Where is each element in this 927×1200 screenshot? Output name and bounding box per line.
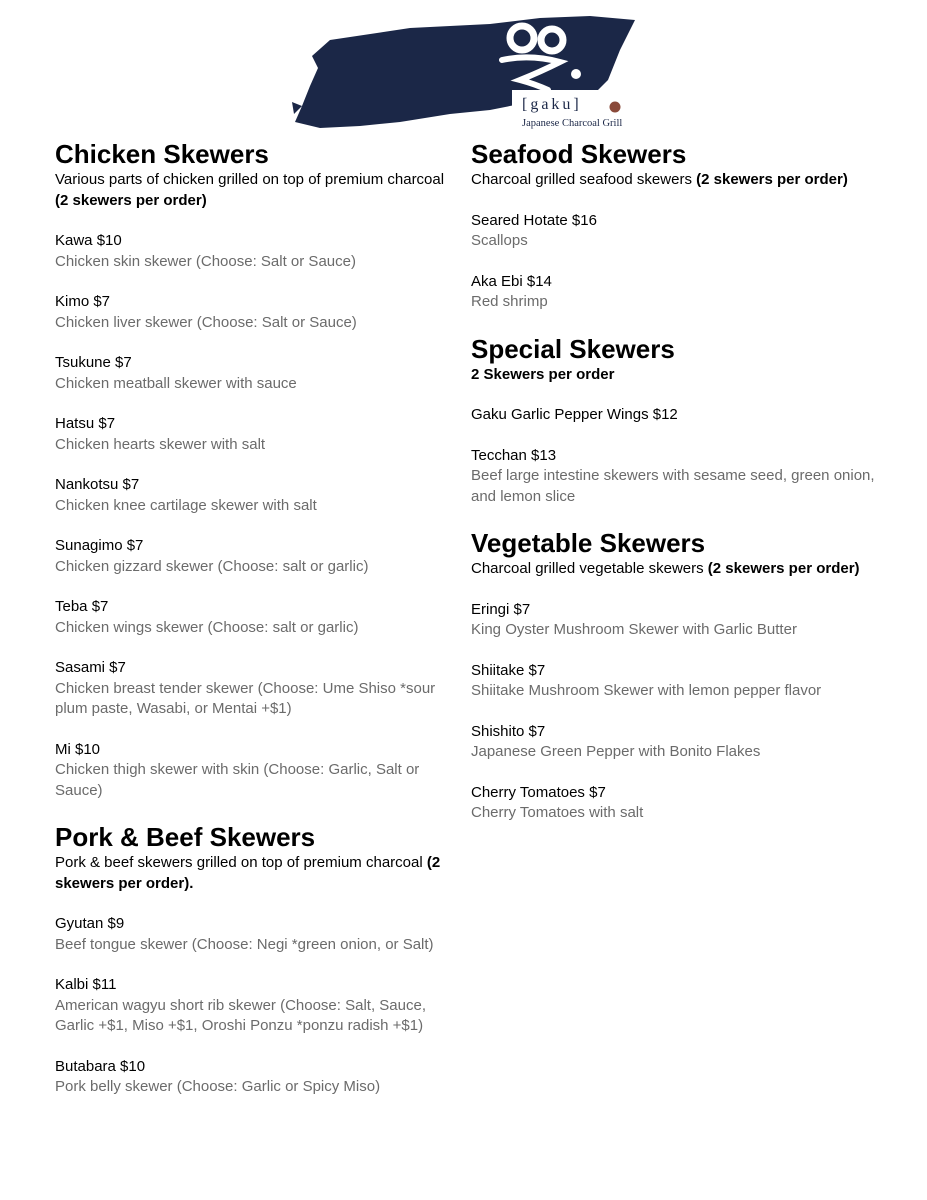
- menu-item: Tsukune $7 Chicken meatball skewer with sauce: [55, 354, 297, 392]
- section-title: Seafood Skewers: [471, 139, 687, 169]
- menu-item: Eringi $7 King Oyster Mushroom Skewer with Garlic Butter: [471, 600, 797, 638]
- menu-item: Seared Hotate $16 Scallops: [471, 211, 597, 249]
- section-title: Special Skewers: [471, 333, 675, 364]
- menu-item: Shiitake $7 Shiitake Mushroom Skewer with lemon pepper flavor: [471, 661, 822, 699]
- menu-item: Kawa $10 Chicken skin skewer (Choose: Salt or Sauce): [55, 232, 356, 270]
- brand-tagline: Japanese Charcoal Grill: [522, 118, 623, 129]
- section-chicken-skewers: [55, 138, 460, 801]
- section-intro: Various parts of chicken grilled on top of premium charcoal (2 skewers per order): [55, 171, 445, 209]
- menu-item: Tecchan $13 Beef large intestine skewers with sesame seed, green onion, and lemon slice: [471, 446, 875, 505]
- brush-stroke-logo-icon: [290, 10, 635, 132]
- section-intro: 2 Skewers per order: [471, 365, 615, 383]
- section-title: Chicken Skewers: [55, 139, 269, 169]
- menu-item: Cherry Tomatoes $7 Cherry Tomatoes with salt: [471, 783, 644, 821]
- menu-item: Aka Ebi $14 Red shrimp: [471, 272, 552, 310]
- menu-item: Sasami $7 Chicken breast tender skewer (Choose: Ume Shiso *sour plum paste, Wasabi, or Mentai +$1): [55, 659, 436, 717]
- logo: [290, 10, 635, 132]
- section-title: Pork & Beef Skewers: [55, 822, 316, 852]
- menu-item: Kalbi $11 American wagyu short rib skewer (Choose: Salt, Sauce, Garlic +$1, Miso +$1, Oroshi Ponzu *ponzu radish +$1): [55, 976, 426, 1034]
- menu-item: Teba $7 Chicken wings skewer (Choose: salt or garlic): [55, 598, 359, 636]
- section-intro: Pork & beef skewers grilled on top of premium charcoal (2 skewers per order).: [55, 854, 441, 892]
- menu-item: Shishito $7 Japanese Green Pepper with Bonito Flakes: [471, 722, 761, 760]
- menu-item: Gaku Garlic Pepper Wings $12: [471, 406, 678, 423]
- menu-item: Hatsu $7 Chicken hearts skewer with salt: [55, 415, 266, 453]
- section-intro: Charcoal grilled seafood skewers (2 skewers per order): [471, 171, 848, 188]
- section-pork-beef-skewers: [55, 821, 460, 1098]
- section-special-skewers: [471, 333, 876, 508]
- section-intro: Charcoal grilled vegetable skewers (2 skewers per order): [471, 560, 860, 577]
- left-column: [55, 138, 460, 1118]
- section-title: Vegetable Skewers: [471, 528, 706, 558]
- brand-name: [gaku]: [522, 96, 582, 113]
- section-vegetable-skewers: [471, 527, 876, 824]
- menu-item: Gyutan $9 Beef tongue skewer (Choose: Negi *green onion, or Salt): [55, 915, 434, 953]
- section-seafood-skewers: [471, 138, 876, 313]
- menu-item: Mi $10 Chicken thigh skewer with skin (Choose: Garlic, Salt or Sauce): [55, 740, 420, 799]
- menu-item: Sunagimo $7 Chicken gizzard skewer (Choose: salt or garlic): [55, 537, 369, 575]
- menu-item: Butabara $10 Pork belly skewer (Choose: Garlic or Spicy Miso): [55, 1057, 381, 1095]
- menu-item: Kimo $7 Chicken liver skewer (Choose: Salt or Sauce): [55, 293, 357, 331]
- menu-item: Nankotsu $7 Chicken knee cartilage skewer with salt: [55, 476, 317, 514]
- right-column: [471, 138, 876, 844]
